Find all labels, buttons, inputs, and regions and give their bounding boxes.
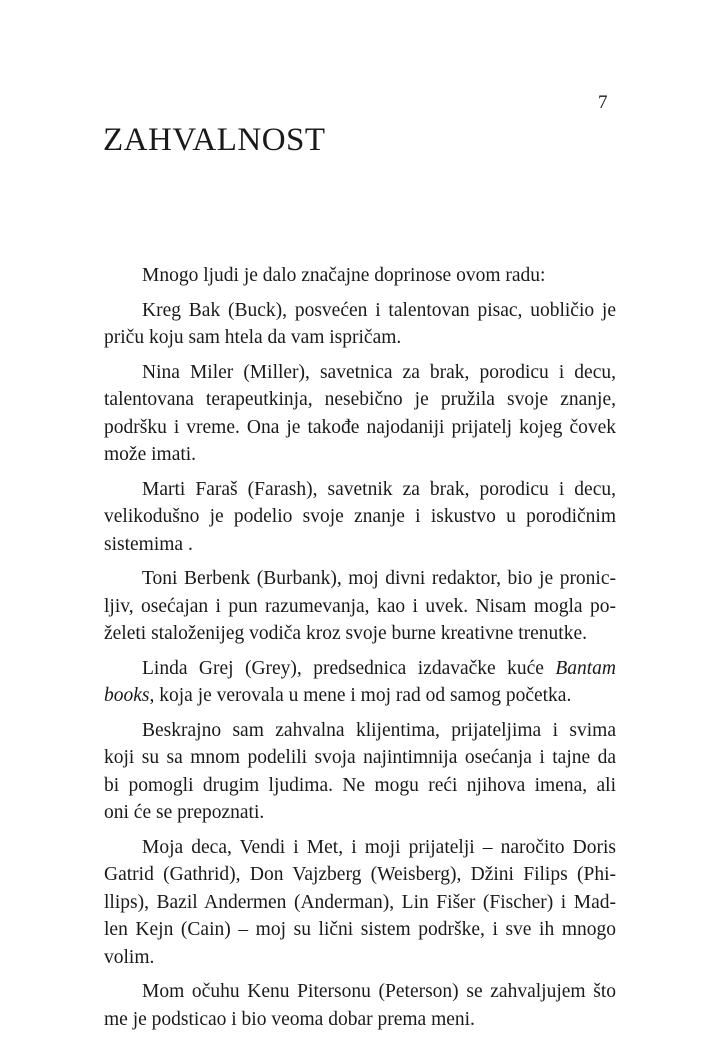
text-line: volim. [104,946,155,968]
publisher-name-italic: books [104,685,150,706]
paragraph-farash [104,476,616,559]
text-line: podršku i vreme. Ona je takođe najodaniji prijatelj kojeg čovek [104,416,616,438]
text-line: Moja deca, Vendi i Met, i moji prijatelji – naročito Doris [142,836,616,858]
text-line: Nina Miler (Miller), savetnica za brak, porodicu i decu, [142,361,616,383]
text-line: Mom očuhu Kenu Pitersonu (Peterson) se zahvaljujem što [142,981,616,1002]
text-line: Toni Berbenk (Burbank), moj divni redaktor, bio je pronic- [142,568,616,589]
text-line: Marti Faraš (Farash), savetnik za brak, porodicu i decu, [142,478,616,500]
publisher-name-italic: Bantam [555,657,616,679]
text-line [104,682,616,710]
text-line [104,655,616,683]
page-title: ZAHVALNOST [103,122,326,158]
text-line: Beskrajno sam zahvalna klijentima, prijateljima i svima [142,719,616,741]
text-line: oni će se prepoznati. [104,802,265,823]
text-line: priču koju sam htela da vam ispričam. [104,327,402,348]
paragraph-grey [104,655,616,710]
paragraph-buck [104,297,616,352]
paragraph-intro [104,262,616,290]
text-line: Gatrid (Gathrid), Don Vajzberg (Weisberg), Džini Filips (Phi- [104,864,616,885]
paragraph-burbank [104,565,616,648]
text-line: može imati. [104,444,197,465]
text-line: llips), Bazil Andermen (Anderman), Lin Fišer (Fischer) i Mad- [104,891,616,913]
paragraph-clients [104,717,616,827]
text-segment: Linda Grej (Grey), predsednica izdavačke kuće [142,657,556,679]
text-line: Kreg Bak (Buck), posvećen i talentovan pisac, uobličio je [142,299,616,321]
text-line: ljiv, osećajan i pun razumevanja, kao i uvek. Nisam mogla po- [104,595,616,617]
text-line: sistemima . [104,533,193,555]
paragraph-stepfather [104,978,616,1033]
text-segment: , koja je verovala u mene i moj rad od samog početka. [149,685,572,706]
text-line: koji su sa mnom podelili svoja najintimnija osećanja i tajne da [104,747,616,768]
text-line: Mnogo ljudi je dalo značajne doprinose ovom radu: [142,265,546,286]
text-line: len Kejn (Cain) – moj su lični sistem podrške, i sve ih mnogo [104,919,616,940]
text-line: talentovana terapeutkinja, nesebično je pružila svoje znanje, [104,389,616,410]
text-line: bi pomogli drugim ljudima. Ne mogu reći njihova imena, ali [104,774,616,796]
paragraph-miller [104,359,616,469]
text-line: želeti staloženijeg vodiča kroz svoje burne kreativne trenutke. [104,623,587,644]
text-line: velikodušno je podelio svoje znanje i iskustvo u porodičnim [104,506,616,527]
acknowledgements-body [104,262,616,1040]
text-line: me je podsticao i bio veoma dobar prema meni. [104,1008,475,1030]
page-number: 7 [598,92,608,113]
paragraph-family-friends [104,834,616,972]
